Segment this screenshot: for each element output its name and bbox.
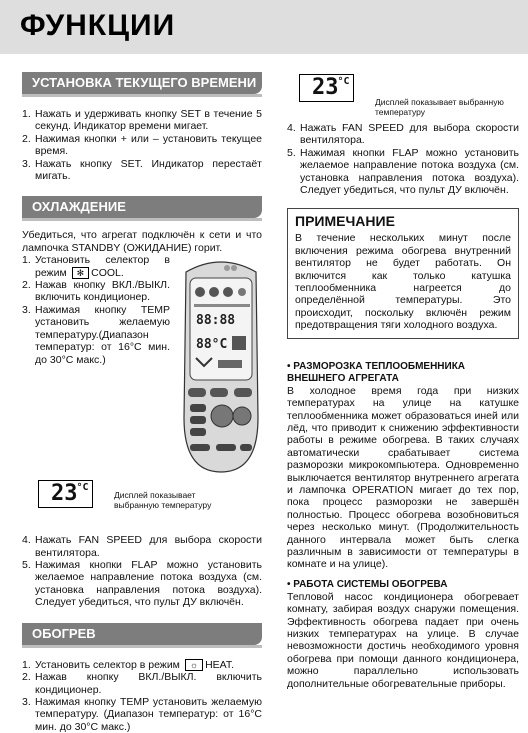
defrost-section — [287, 361, 519, 571]
list-item: 1. Нажать и удерживать кнопку SET в течение 5 секунд. Индикатор времени мигает. — [22, 108, 262, 133]
list-item: 3. Нажать кнопку SET. Индикатор перестаёт мигать. — [22, 157, 262, 183]
cooling-steps-cont — [22, 534, 262, 608]
cooling-steps — [22, 254, 170, 366]
list-item: 4. Нажать FAN SPEED для выбора скорости вентилятора. — [287, 122, 519, 147]
heating-lcd-block — [287, 64, 519, 122]
heating-system-title: • РАБОТА СИСТЕМЫ ОБОГРЕВА — [287, 578, 448, 590]
remote-control-illustration — [178, 258, 264, 474]
lcd-display: 23 °C — [38, 480, 93, 508]
defrost-title: • РАЗМОРОЗКА ТЕПЛООБМЕННИКА ВНЕШНЕГО АГРЕГАТА — [287, 360, 466, 384]
right-column — [287, 64, 519, 690]
note-box — [287, 208, 519, 338]
list-item: 4. Нажать FAN SPEED для выбора скорости вентилятора. — [22, 534, 262, 559]
lcd-caption: Дисплей показывает выбранную температуру — [114, 490, 212, 511]
list-item: 3. Нажимая кнопку TEMP установить желаемую температуру.(Диапазон температур: от 16°C мин. до 30°C макс.) — [22, 303, 170, 366]
lcd-fan-icon — [195, 287, 205, 297]
cooling-steps-with-remote — [22, 254, 262, 476]
list-item: 2. Нажав кнопку ВКЛ./ВЫКЛ. включить кондиционер. — [22, 279, 170, 304]
lcd-display: 23 °C — [299, 74, 354, 102]
heating-steps-cont — [287, 122, 519, 196]
time-steps — [22, 108, 262, 182]
heating-steps — [22, 659, 262, 733]
section-title-time: УСТАНОВКА ТЕКУЩЕГО ВРЕМЕНИ — [22, 72, 262, 94]
heating-system-text: Тепловой насос кондиционера обогревает комнату, забирая воздух снаружи помещения. Эффективность обогрева падает при очень низких температурах на улице. В случае невозможности достичь необходимого уровня обогрева при помощи данного кондиционера, можно параллельно использовать дополнительные обогревательные приборы. — [287, 590, 519, 690]
list-item: 5. Нажимая кнопки FLAP можно установить желаемое направление потока воздуха (см. установка направления потока воздуха). Следует убедиться, что пульт ДУ включён. — [287, 146, 519, 197]
list-item: 2. Нажимая кнопки + или – установить текущее время. — [22, 132, 262, 158]
list-item: 3. Нажимая кнопку TEMP установить желаемую температуру. (Диапазон температур: от 16°C мин. до 30°C макс.) — [22, 695, 262, 733]
note-title: ПРИМЕЧАНИЕ — [295, 213, 395, 230]
cooling-lcd-block — [22, 476, 262, 534]
remote-lcd-time: 88:88 — [196, 313, 236, 329]
left-column — [22, 72, 262, 733]
page-header — [0, 0, 528, 54]
section-title-cooling: ОХЛАЖДЕНИЕ — [22, 196, 262, 218]
list-item: 1. Установить селектор в режим ✻ COOL. — [22, 254, 170, 279]
list-item: 5. Нажимая кнопки FLAP можно установить желаемое направление потока воздуха (см. установка направления потока воздуха). Следует убедиться, что пульт ДУ включён. — [22, 559, 262, 609]
remote-lcd-temp: 88°C — [196, 337, 228, 353]
section-title-heating: ОБОГРЕВ — [22, 623, 262, 645]
list-item: 2. Нажав кнопку ВКЛ./ВЫКЛ. включить кондиционер. — [22, 671, 262, 696]
cooling-intro: Убедиться, что агрегат подключён к сети и что лампочка STANDBY (ОЖИДАНИЕ) горит. — [22, 229, 262, 254]
defrost-text: В холодное время года при низких температурах на улице на катушке теплообменника может образоваться иней или лёд, что приводит к снижению эффективности работы в режиме обогрева. В таких случаях автоматически срабатывает система разморозки микрокомпьютера. Одновременно выключается вентилятор внутреннего агрегата и лампочка OPERATION мигает до тех пор, пока процесс разморозки не завершён полностью. Процесс обогрева возобновиться через несколько минут. (Продолжительность данного интервала может быть слегка различным в зависимости от температуры в комнате и на улице). — [287, 384, 519, 571]
snowflake-icon: ✻ — [72, 267, 90, 279]
note-text: В течение нескольких минут после включения режима обогрева внутренний вентилятор не будет работать. Он включится как только катушка теплообменника нагреется до определённой температуры. Это происходит, поскольку включён режим предотвращения тяги холодного воздуха. — [295, 232, 511, 332]
page-title: ФУНКЦИИ — [20, 9, 176, 42]
sun-icon: ☼ — [185, 659, 203, 671]
lcd-caption: Дисплей показывает выбранную температуру — [375, 97, 504, 117]
list-item: 1. Установить селектор в режим ☼ HEAT. — [22, 658, 235, 671]
heating-system-section — [287, 579, 519, 690]
